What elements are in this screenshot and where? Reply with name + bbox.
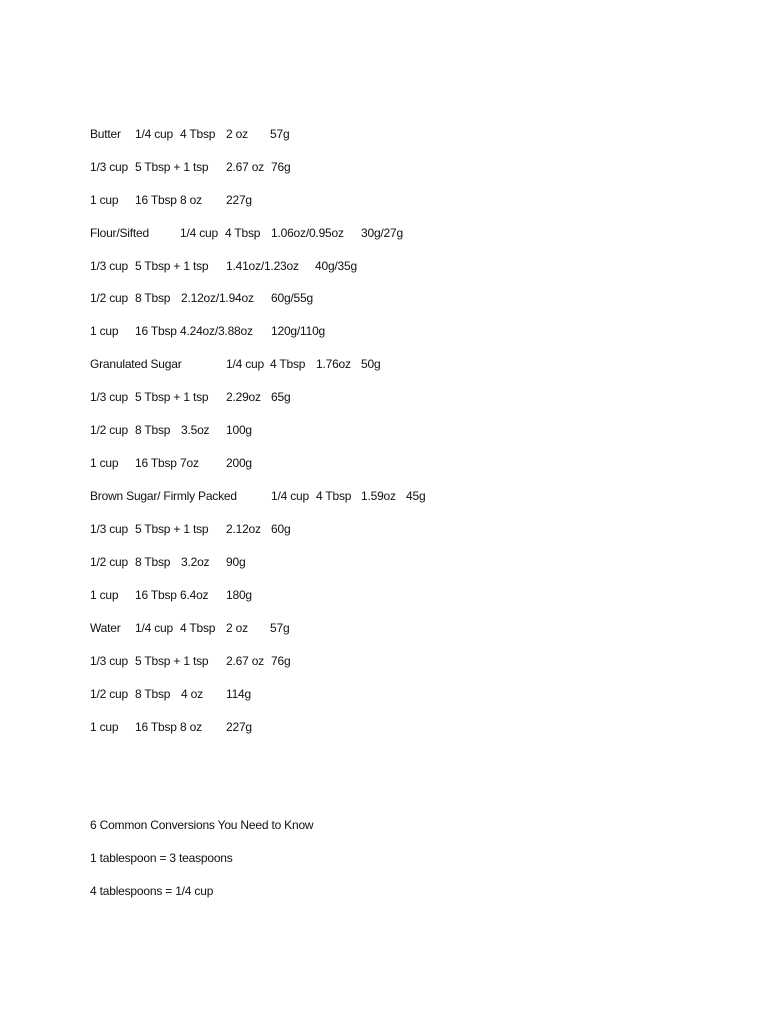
- ounce-measure: 2.67 oz: [226, 654, 264, 668]
- ounce-measure: 1.06oz/0.95oz: [271, 226, 344, 240]
- cup-measure: 1/4 cup: [135, 621, 173, 635]
- cup-measure: 1/3 cup: [90, 654, 128, 668]
- gram-measure: 30g/27g: [361, 226, 403, 240]
- cup-measure: 1 cup: [90, 193, 119, 207]
- tbsp-measure: 4 Tbsp: [270, 357, 306, 371]
- gram-measure: 227g: [226, 720, 252, 734]
- tbsp-measure: 8 Tbsp: [135, 555, 171, 569]
- cup-measure: 1/2 cup: [90, 555, 128, 569]
- tbsp-measure: 5 Tbsp + 1 tsp: [135, 160, 209, 174]
- ounce-measure: 8 oz: [180, 193, 202, 207]
- cup-measure: 1/4 cup: [271, 489, 309, 503]
- ingredient-label: Brown Sugar/ Firmly Packed: [90, 489, 237, 503]
- tbsp-measure: 4 Tbsp: [180, 127, 216, 141]
- gram-measure: 200g: [226, 456, 252, 470]
- tbsp-measure: 4 Tbsp: [180, 621, 216, 635]
- tbsp-measure: 5 Tbsp + 1 tsp: [135, 654, 209, 668]
- cup-measure: 1 cup: [90, 456, 119, 470]
- cup-measure: 1/3 cup: [90, 390, 128, 404]
- ounce-measure: 1.41oz/1.23oz: [226, 259, 299, 273]
- cup-measure: 1 cup: [90, 588, 119, 602]
- gram-measure: 60g/55g: [271, 291, 313, 305]
- tbsp-measure: 16 Tbsp: [135, 720, 177, 734]
- gram-measure: 90g: [226, 555, 246, 569]
- ounce-measure: 2.29oz: [226, 390, 261, 404]
- tbsp-measure: 5 Tbsp + 1 tsp: [135, 390, 209, 404]
- ounce-measure: 8 oz: [180, 720, 202, 734]
- tbsp-measure: 5 Tbsp + 1 tsp: [135, 522, 209, 536]
- ounce-measure: 2.12oz/1.94oz: [181, 291, 254, 305]
- ounce-measure: 2 oz: [226, 621, 248, 635]
- conversions-heading: 6 Common Conversions You Need to Know: [90, 818, 314, 832]
- ounce-measure: 3.2oz: [181, 555, 210, 569]
- gram-measure: 180g: [226, 588, 252, 602]
- ounce-measure: 3.5oz: [181, 423, 210, 437]
- ounce-measure: 2.12oz: [226, 522, 261, 536]
- gram-measure: 227g: [226, 193, 252, 207]
- ingredient-label: Granulated Sugar: [90, 357, 182, 371]
- gram-measure: 45g: [406, 489, 426, 503]
- gram-measure: 100g: [226, 423, 252, 437]
- ingredient-label: Water: [90, 621, 121, 635]
- cup-measure: 1/4 cup: [226, 357, 264, 371]
- tbsp-measure: 8 Tbsp: [135, 423, 171, 437]
- conversion-item: 1 tablespoon = 3 teaspoons: [90, 851, 233, 865]
- gram-measure: 57g: [270, 621, 290, 635]
- tbsp-measure: 16 Tbsp: [135, 588, 177, 602]
- gram-measure: 114g: [226, 687, 252, 701]
- tbsp-measure: 4 Tbsp: [316, 489, 352, 503]
- conversion-item: 4 tablespoons = 1/4 cup: [90, 884, 214, 898]
- gram-measure: 120g/110g: [271, 324, 326, 338]
- ounce-measure: 4 oz: [181, 687, 203, 701]
- cup-measure: 1/2 cup: [90, 687, 128, 701]
- cup-measure: 1/4 cup: [135, 127, 173, 141]
- ounce-measure: 6.4oz: [180, 588, 209, 602]
- ounce-measure: 1.59oz: [361, 489, 396, 503]
- ounce-measure: 2.67 oz: [226, 160, 264, 174]
- cup-measure: 1/4 cup: [180, 226, 218, 240]
- gram-measure: 50g: [361, 357, 381, 371]
- tbsp-measure: 16 Tbsp: [135, 456, 177, 470]
- cup-measure: 1/2 cup: [90, 423, 128, 437]
- gram-measure: 60g: [271, 522, 291, 536]
- tbsp-measure: 16 Tbsp: [135, 324, 177, 338]
- tbsp-measure: 8 Tbsp: [135, 291, 171, 305]
- tbsp-measure: 8 Tbsp: [135, 687, 171, 701]
- ounce-measure: 4.24oz/3.88oz: [180, 324, 253, 338]
- ingredient-label: Flour/Sifted: [90, 226, 149, 240]
- ingredient-label: Butter: [90, 127, 121, 141]
- gram-measure: 65g: [271, 390, 291, 404]
- cup-measure: 1/3 cup: [90, 160, 128, 174]
- gram-measure: 76g: [271, 160, 291, 174]
- tbsp-measure: 4 Tbsp: [225, 226, 261, 240]
- tbsp-measure: 5 Tbsp + 1 tsp: [135, 259, 209, 273]
- gram-measure: 40g/35g: [315, 259, 357, 273]
- gram-measure: 57g: [270, 127, 290, 141]
- cup-measure: 1/3 cup: [90, 522, 128, 536]
- cup-measure: 1/3 cup: [90, 259, 128, 273]
- gram-measure: 76g: [271, 654, 291, 668]
- ounce-measure: 1.76oz: [316, 357, 351, 371]
- cup-measure: 1 cup: [90, 324, 119, 338]
- cup-measure: 1 cup: [90, 720, 119, 734]
- tbsp-measure: 16 Tbsp: [135, 193, 177, 207]
- ounce-measure: 2 oz: [226, 127, 248, 141]
- cup-measure: 1/2 cup: [90, 291, 128, 305]
- ounce-measure: 7oz: [180, 456, 199, 470]
